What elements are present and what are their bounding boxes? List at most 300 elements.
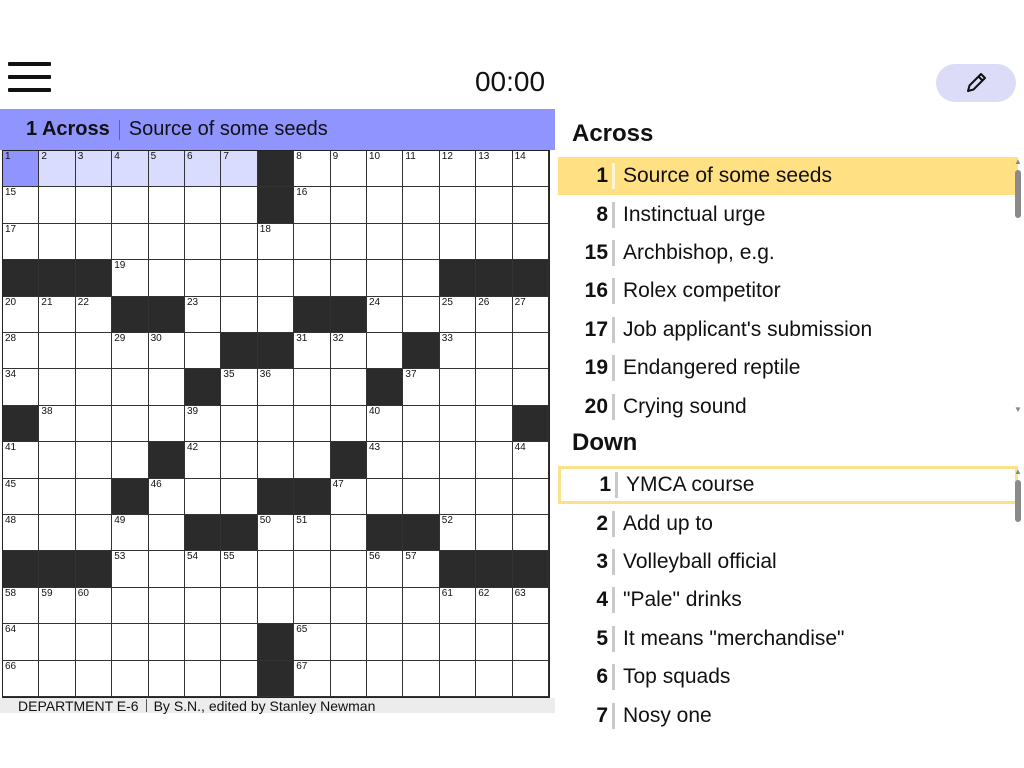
- grid-cell[interactable]: [403, 260, 439, 296]
- grid-cell[interactable]: [149, 624, 185, 660]
- cell-number: 21: [41, 296, 53, 308]
- grid-cell[interactable]: [476, 297, 512, 333]
- grid-cell[interactable]: [294, 661, 330, 697]
- grid-cell[interactable]: [185, 479, 221, 515]
- grid-cell[interactable]: [39, 661, 75, 697]
- cell-number: 53: [114, 551, 126, 563]
- divider: [612, 587, 615, 613]
- grid-cell[interactable]: [149, 224, 185, 260]
- clue-number: 6: [596, 665, 608, 689]
- grid-cell[interactable]: [476, 588, 512, 624]
- grid-cell[interactable]: [185, 151, 221, 187]
- down-clue-item[interactable]: [558, 696, 1018, 734]
- black-square: [258, 187, 294, 223]
- grid-cell[interactable]: [440, 406, 476, 442]
- down-clue-list[interactable]: [558, 466, 1018, 727]
- grid-cell[interactable]: [403, 151, 439, 187]
- cell-number: 62: [478, 587, 490, 599]
- grid-cell[interactable]: [331, 624, 367, 660]
- grid-cell[interactable]: [513, 588, 549, 624]
- grid-cell[interactable]: [294, 406, 330, 442]
- grid-cell[interactable]: [185, 224, 221, 260]
- grid-cell[interactable]: [513, 224, 549, 260]
- grid-cell[interactable]: [513, 515, 549, 551]
- grid-cell[interactable]: [3, 588, 39, 624]
- grid-cell[interactable]: [185, 406, 221, 442]
- grid-cell[interactable]: [149, 187, 185, 223]
- cell-number: 48: [5, 515, 17, 526]
- down-scrollbar[interactable]: [1014, 468, 1022, 712]
- grid-cell[interactable]: [185, 442, 221, 478]
- current-clue-bar[interactable]: [0, 109, 555, 150]
- grid-cell[interactable]: [76, 661, 112, 697]
- grid-cell[interactable]: [112, 515, 148, 551]
- grid-cell[interactable]: [440, 297, 476, 333]
- grid-cell[interactable]: [149, 406, 185, 442]
- grid-cell[interactable]: [331, 151, 367, 187]
- grid-cell[interactable]: [258, 515, 294, 551]
- puzzle-title: DEPARTMENT E-6: [18, 697, 139, 714]
- grid-cell[interactable]: [258, 369, 294, 405]
- grid-cell[interactable]: [185, 297, 221, 333]
- black-square: [258, 479, 294, 515]
- grid-cell[interactable]: [258, 224, 294, 260]
- grid-cell[interactable]: [112, 333, 148, 369]
- cell-number: 30: [150, 333, 162, 344]
- grid-cell[interactable]: [221, 297, 257, 333]
- clue-number: 8: [596, 202, 608, 226]
- grid-cell[interactable]: [3, 151, 39, 187]
- grid-cell[interactable]: [112, 187, 148, 223]
- across-clue-item[interactable]: [558, 387, 1018, 425]
- grid-cell[interactable]: [221, 260, 257, 296]
- grid-cell[interactable]: [513, 479, 549, 515]
- grid-cell[interactable]: [294, 151, 330, 187]
- grid-cell[interactable]: [476, 333, 512, 369]
- black-square: [367, 515, 403, 551]
- grid-cell[interactable]: [76, 297, 112, 333]
- across-clue-list[interactable]: [558, 157, 1018, 420]
- clue-number: 17: [584, 317, 608, 341]
- grid-cell[interactable]: [294, 187, 330, 223]
- black-square: [294, 479, 330, 515]
- cell-number: 35: [223, 369, 235, 381]
- grid-cell[interactable]: [367, 224, 403, 260]
- grid-cell[interactable]: [221, 406, 257, 442]
- grid-cell[interactable]: [513, 333, 549, 369]
- grid-cell[interactable]: [331, 369, 367, 405]
- across-clue-item[interactable]: [558, 311, 1018, 349]
- grid-cell[interactable]: [513, 442, 549, 478]
- clue-text: "Pale" drinks: [623, 588, 742, 612]
- grid-cell[interactable]: [39, 624, 75, 660]
- grid-cell[interactable]: [39, 588, 75, 624]
- black-square: [403, 333, 439, 369]
- grid-cell[interactable]: [3, 369, 39, 405]
- across-scrollbar[interactable]: [1014, 158, 1022, 414]
- grid-cell[interactable]: [367, 151, 403, 187]
- grid-cell[interactable]: [39, 224, 75, 260]
- grid-cell[interactable]: [440, 151, 476, 187]
- cell-number: 10: [369, 151, 381, 162]
- black-square: [39, 260, 75, 296]
- grid-cell[interactable]: [476, 224, 512, 260]
- grid-cell[interactable]: [367, 442, 403, 478]
- black-square: [513, 551, 549, 587]
- grid-cell[interactable]: [476, 624, 512, 660]
- cell-number: 18: [259, 223, 271, 235]
- grid-cell[interactable]: [294, 442, 330, 478]
- grid-cell[interactable]: [185, 333, 221, 369]
- grid-cell[interactable]: [149, 479, 185, 515]
- scroll-up-icon[interactable]: ▲: [1014, 157, 1022, 166]
- grid-cell[interactable]: [331, 333, 367, 369]
- grid-cell[interactable]: [440, 369, 476, 405]
- grid-cell[interactable]: [3, 479, 39, 515]
- grid-cell[interactable]: [476, 515, 512, 551]
- grid-cell[interactable]: [294, 515, 330, 551]
- cell-number: 47: [332, 478, 344, 490]
- clue-text: Nosy one: [623, 703, 712, 727]
- cell-number: 59: [41, 587, 53, 599]
- black-square: [513, 406, 549, 442]
- cell-number: 58: [5, 587, 17, 599]
- across-clue-item[interactable]: [558, 234, 1018, 272]
- down-clue-item[interactable]: [558, 466, 1018, 504]
- grid-cell[interactable]: [76, 406, 112, 442]
- grid-cell[interactable]: [149, 151, 185, 187]
- grid-cell[interactable]: [76, 515, 112, 551]
- grid-cell[interactable]: [221, 661, 257, 697]
- black-square: [513, 260, 549, 296]
- cell-number: 15: [5, 187, 17, 199]
- grid-cell[interactable]: [149, 551, 185, 587]
- grid-cell[interactable]: [39, 442, 75, 478]
- grid-cell[interactable]: [112, 260, 148, 296]
- black-square: [112, 479, 148, 515]
- cell-number: 51: [296, 515, 308, 526]
- divider: [612, 703, 615, 729]
- cell-number: 42: [187, 442, 199, 454]
- grid-cell[interactable]: [513, 624, 549, 660]
- grid-cell[interactable]: [258, 588, 294, 624]
- grid-cell[interactable]: [221, 369, 257, 405]
- clue-number: 7: [596, 703, 608, 727]
- grid-cell[interactable]: [403, 442, 439, 478]
- grid-cell[interactable]: [258, 297, 294, 333]
- grid-cell[interactable]: [440, 624, 476, 660]
- grid-cell[interactable]: [185, 187, 221, 223]
- black-square: [221, 333, 257, 369]
- grid-cell[interactable]: [112, 624, 148, 660]
- cell-number: 22: [77, 296, 89, 308]
- grid-cell[interactable]: [3, 624, 39, 660]
- grid-cell[interactable]: [367, 551, 403, 587]
- grid-cell[interactable]: [367, 624, 403, 660]
- down-clue-item[interactable]: [558, 581, 1018, 619]
- black-square: [3, 551, 39, 587]
- cell-number: 46: [150, 478, 162, 490]
- grid-cell[interactable]: [76, 588, 112, 624]
- grid-cell[interactable]: [403, 297, 439, 333]
- scroll-up-icon[interactable]: ▲: [1014, 467, 1022, 476]
- cell-number: 40: [369, 405, 381, 417]
- clue-number: 4: [596, 588, 608, 612]
- grid-cell[interactable]: [294, 588, 330, 624]
- grid-cell[interactable]: [294, 551, 330, 587]
- black-square: [403, 515, 439, 551]
- grid-cell[interactable]: [476, 661, 512, 697]
- grid-cell[interactable]: [39, 479, 75, 515]
- grid-cell[interactable]: [440, 661, 476, 697]
- grid-cell[interactable]: [440, 515, 476, 551]
- grid-cell[interactable]: [331, 661, 367, 697]
- clue-text: Top squads: [623, 665, 731, 689]
- down-clue-item[interactable]: [558, 543, 1018, 581]
- grid-cell[interactable]: [112, 369, 148, 405]
- grid-cell[interactable]: [221, 187, 257, 223]
- grid-cell[interactable]: [3, 442, 39, 478]
- grid-cell[interactable]: [367, 406, 403, 442]
- grid-cell[interactable]: [367, 297, 403, 333]
- grid-cell[interactable]: [331, 224, 367, 260]
- grid-cell[interactable]: [440, 187, 476, 223]
- grid-cell[interactable]: [221, 588, 257, 624]
- grid-cell[interactable]: [149, 588, 185, 624]
- grid-cell[interactable]: [76, 151, 112, 187]
- divider: [146, 699, 147, 712]
- grid-cell[interactable]: [3, 224, 39, 260]
- grid-cell[interactable]: [39, 515, 75, 551]
- grid-cell[interactable]: [476, 187, 512, 223]
- grid-cell[interactable]: [221, 624, 257, 660]
- grid-cell[interactable]: [185, 260, 221, 296]
- grid-cell[interactable]: [440, 224, 476, 260]
- grid-cell[interactable]: [403, 479, 439, 515]
- grid-cell[interactable]: [476, 406, 512, 442]
- grid-cell[interactable]: [331, 588, 367, 624]
- grid-cell[interactable]: [294, 224, 330, 260]
- grid-cell[interactable]: [39, 333, 75, 369]
- cell-number: 64: [5, 624, 17, 636]
- grid-cell[interactable]: [440, 333, 476, 369]
- down-clue-item[interactable]: [558, 504, 1018, 542]
- grid-cell[interactable]: [513, 297, 549, 333]
- grid-cell[interactable]: [331, 479, 367, 515]
- grid-cell[interactable]: [149, 515, 185, 551]
- grid-cell[interactable]: [39, 151, 75, 187]
- down-clue-item[interactable]: [558, 658, 1018, 696]
- grid-cell[interactable]: [149, 661, 185, 697]
- grid-cell[interactable]: [476, 151, 512, 187]
- clue-text: Source of some seeds: [623, 164, 832, 188]
- grid-cell[interactable]: [294, 333, 330, 369]
- divider: [612, 355, 615, 381]
- grid-cell[interactable]: [367, 588, 403, 624]
- grid-cell[interactable]: [3, 515, 39, 551]
- cell-number: 50: [259, 515, 271, 526]
- grid-cell[interactable]: [112, 406, 148, 442]
- down-clue-item[interactable]: [558, 620, 1018, 658]
- grid-cell[interactable]: [221, 442, 257, 478]
- grid-cell[interactable]: [440, 479, 476, 515]
- crossword-grid-area: [2, 150, 550, 698]
- grid-cell[interactable]: [149, 260, 185, 296]
- grid-cell[interactable]: [76, 442, 112, 478]
- grid-cell[interactable]: [112, 151, 148, 187]
- cell-number: 33: [441, 333, 453, 344]
- black-square: [39, 551, 75, 587]
- grid-cell[interactable]: [403, 224, 439, 260]
- clue-text: Job applicant's submission: [623, 317, 873, 341]
- grid-cell[interactable]: [258, 442, 294, 478]
- scroll-down-icon[interactable]: ▼: [1014, 405, 1022, 414]
- clue-number: 20: [584, 394, 608, 418]
- grid-cell[interactable]: [3, 661, 39, 697]
- cell-number: 44: [514, 442, 526, 454]
- grid-cell[interactable]: [39, 297, 75, 333]
- scroll-thumb[interactable]: [1015, 480, 1021, 522]
- black-square: [367, 369, 403, 405]
- across-clue-item[interactable]: [558, 195, 1018, 233]
- cell-number: 29: [114, 333, 126, 344]
- grid-cell[interactable]: [185, 661, 221, 697]
- cell-number: 60: [77, 587, 89, 599]
- grid-cell[interactable]: [112, 442, 148, 478]
- grid-cell[interactable]: [149, 333, 185, 369]
- grid-cell[interactable]: [294, 369, 330, 405]
- grid-cell[interactable]: [403, 588, 439, 624]
- grid-cell[interactable]: [513, 151, 549, 187]
- cell-number: 1: [5, 151, 11, 162]
- grid-cell[interactable]: [331, 187, 367, 223]
- puzzle-credit: By S.N., edited by Stanley Newman: [153, 697, 376, 714]
- divider: [612, 549, 615, 575]
- grid-cell[interactable]: [39, 187, 75, 223]
- grid-cell[interactable]: [476, 442, 512, 478]
- pencil-mode-button[interactable]: [936, 64, 1016, 102]
- grid-cell[interactable]: [403, 369, 439, 405]
- grid-cell[interactable]: [149, 369, 185, 405]
- black-square: [185, 369, 221, 405]
- grid-cell[interactable]: [513, 661, 549, 697]
- across-clue-item[interactable]: [558, 349, 1018, 387]
- grid-cell[interactable]: [440, 588, 476, 624]
- grid-cell[interactable]: [258, 260, 294, 296]
- grid-cell[interactable]: [476, 369, 512, 405]
- grid-cell[interactable]: [76, 333, 112, 369]
- puzzle-byline: [0, 698, 555, 713]
- grid-cell[interactable]: [112, 224, 148, 260]
- cell-number: 16: [296, 187, 308, 199]
- grid-cell[interactable]: [221, 551, 257, 587]
- clue-text: Crying sound: [623, 394, 747, 418]
- clue-number: 15: [584, 240, 608, 264]
- grid-cell[interactable]: [367, 333, 403, 369]
- grid-cell[interactable]: [367, 479, 403, 515]
- grid-cell[interactable]: [39, 369, 75, 405]
- crossword-grid[interactable]: [2, 150, 550, 698]
- black-square: [112, 297, 148, 333]
- across-clue-item[interactable]: [558, 272, 1018, 310]
- grid-cell[interactable]: [403, 661, 439, 697]
- grid-cell[interactable]: [440, 442, 476, 478]
- divider: [612, 240, 615, 266]
- grid-cell[interactable]: [221, 151, 257, 187]
- grid-cell[interactable]: [39, 406, 75, 442]
- cell-number: 61: [441, 587, 453, 599]
- grid-cell[interactable]: [331, 515, 367, 551]
- across-clue-item[interactable]: [558, 157, 1018, 195]
- grid-cell[interactable]: [403, 551, 439, 587]
- grid-cell[interactable]: [403, 624, 439, 660]
- black-square: [76, 551, 112, 587]
- grid-cell[interactable]: [367, 260, 403, 296]
- grid-cell[interactable]: [331, 551, 367, 587]
- down-heading: Down: [572, 429, 638, 456]
- cell-number: 20: [5, 296, 17, 308]
- clue-number: 5: [596, 626, 608, 650]
- grid-cell[interactable]: [3, 333, 39, 369]
- black-square: [440, 551, 476, 587]
- grid-cell[interactable]: [112, 661, 148, 697]
- grid-cell[interactable]: [258, 406, 294, 442]
- grid-cell[interactable]: [185, 551, 221, 587]
- grid-cell[interactable]: [221, 479, 257, 515]
- grid-cell[interactable]: [476, 479, 512, 515]
- cell-number: 28: [5, 333, 17, 344]
- cell-number: 63: [514, 587, 526, 599]
- divider: [612, 664, 615, 690]
- grid-cell[interactable]: [367, 187, 403, 223]
- clue-number: 2: [596, 511, 608, 535]
- grid-cell[interactable]: [185, 588, 221, 624]
- grid-cell[interactable]: [258, 551, 294, 587]
- grid-cell[interactable]: [513, 369, 549, 405]
- grid-cell[interactable]: [3, 187, 39, 223]
- grid-cell[interactable]: [403, 406, 439, 442]
- black-square: [3, 406, 39, 442]
- clue-text: Instinctual urge: [623, 202, 766, 226]
- scroll-thumb[interactable]: [1015, 170, 1021, 218]
- grid-cell[interactable]: [513, 187, 549, 223]
- grid-cell[interactable]: [331, 406, 367, 442]
- grid-cell[interactable]: [76, 369, 112, 405]
- grid-cell[interactable]: [331, 260, 367, 296]
- grid-cell[interactable]: [3, 297, 39, 333]
- grid-cell[interactable]: [403, 187, 439, 223]
- grid-cell[interactable]: [76, 224, 112, 260]
- cell-number: 34: [5, 369, 17, 381]
- grid-cell[interactable]: [294, 260, 330, 296]
- grid-cell[interactable]: [76, 624, 112, 660]
- cell-number: 36: [259, 369, 271, 381]
- grid-cell[interactable]: [294, 624, 330, 660]
- divider: [612, 394, 615, 420]
- divider: [612, 163, 615, 189]
- grid-cell[interactable]: [112, 588, 148, 624]
- clue-number: 3: [596, 549, 608, 573]
- grid-cell[interactable]: [76, 479, 112, 515]
- divider: [615, 472, 618, 498]
- grid-cell[interactable]: [221, 224, 257, 260]
- grid-cell[interactable]: [185, 624, 221, 660]
- menu-icon[interactable]: [8, 62, 52, 94]
- grid-cell[interactable]: [76, 187, 112, 223]
- grid-cell[interactable]: [367, 661, 403, 697]
- cell-number: 57: [405, 551, 417, 563]
- grid-cell[interactable]: [112, 551, 148, 587]
